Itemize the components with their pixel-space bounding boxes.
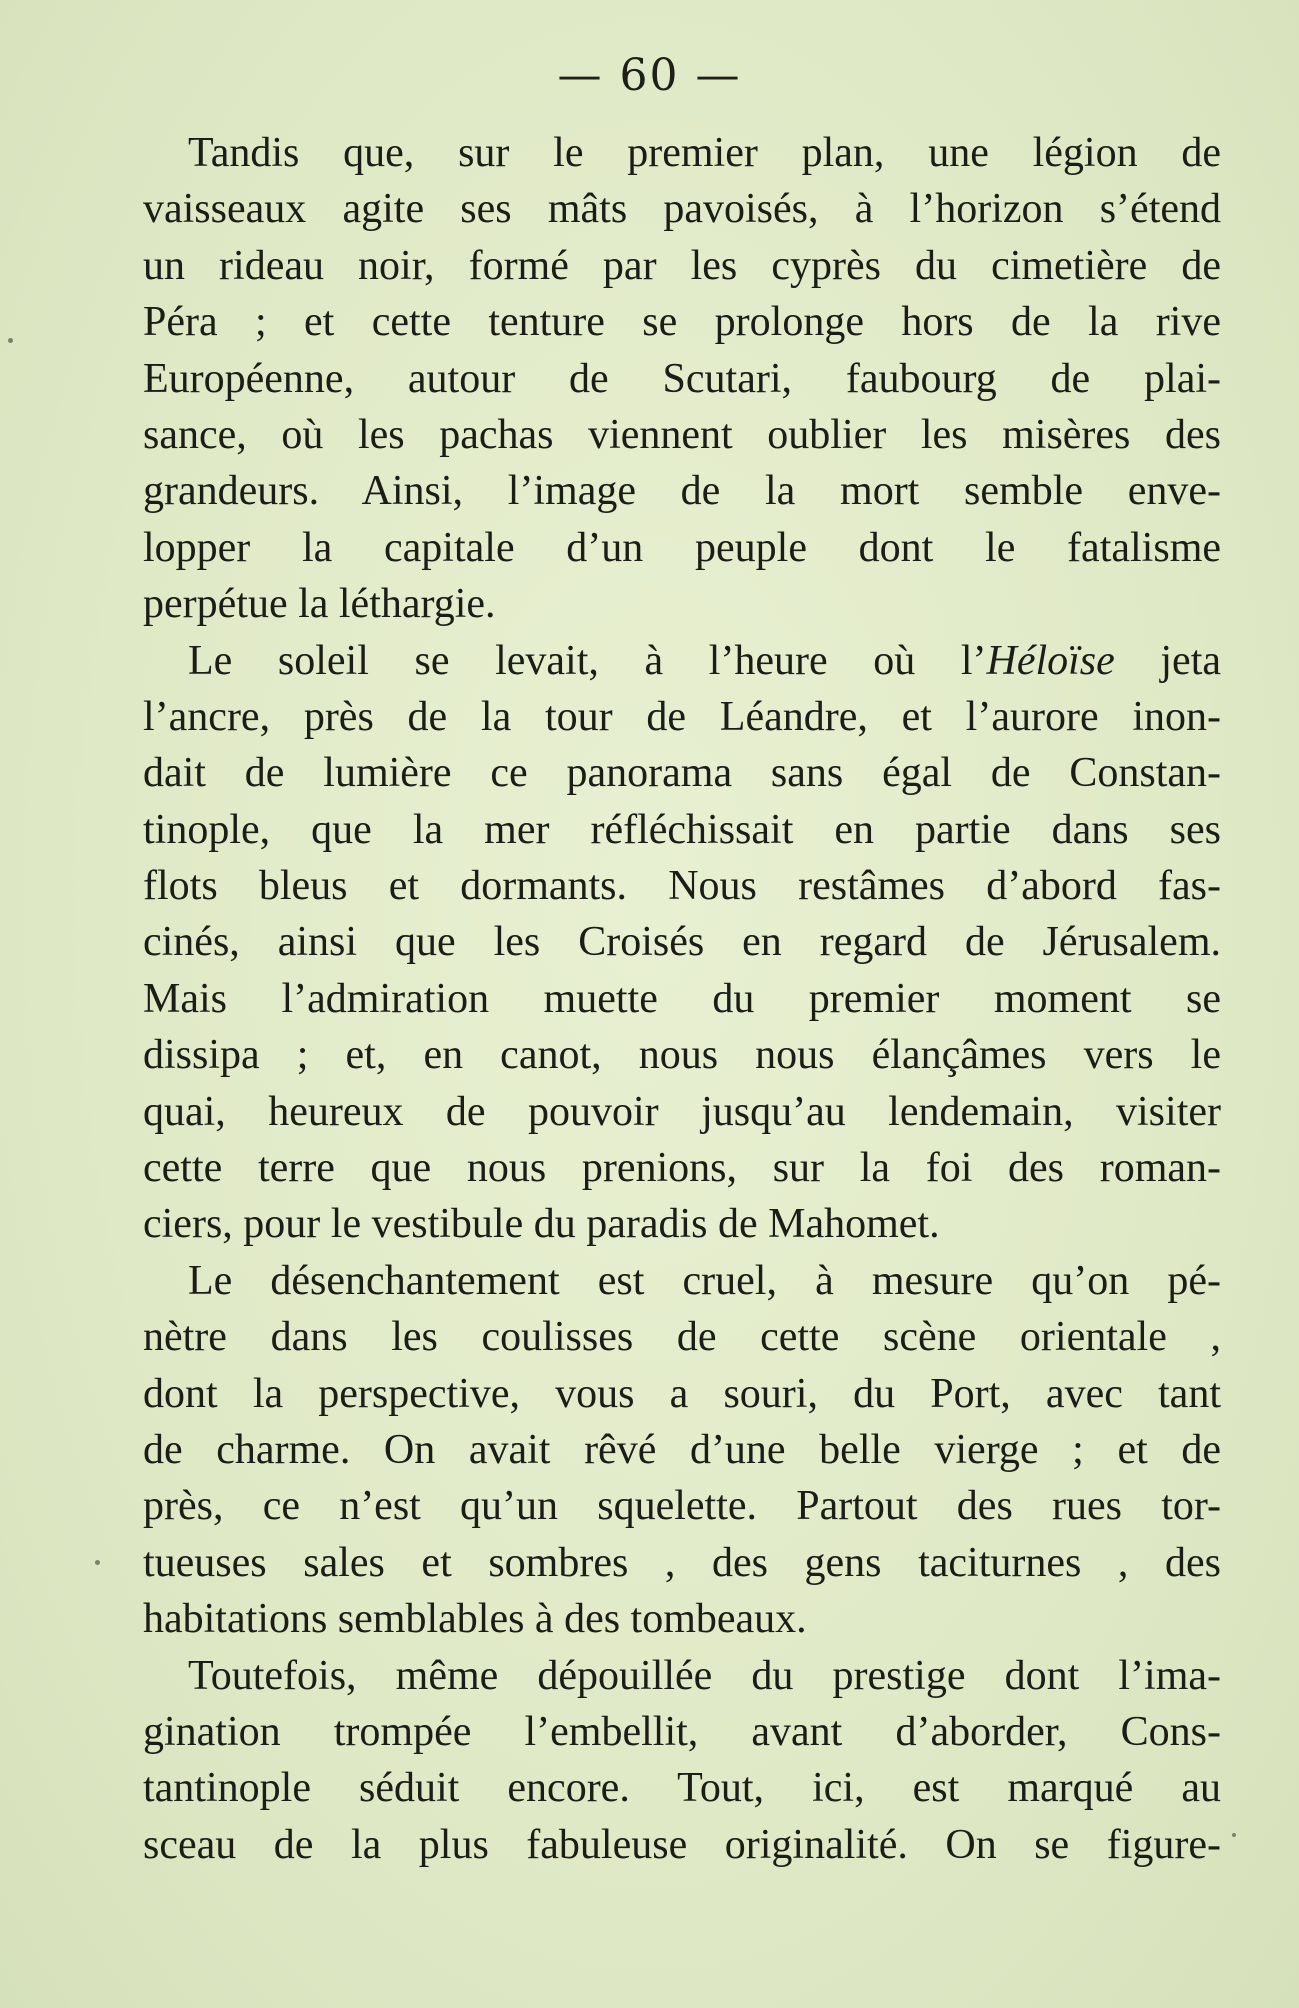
text-line: tueuses sales et sombres , des gens taciturnes , des [143,1539,1221,1586]
text-line: près, ce n’est qu’un squelette. Partout des rues tor- [143,1483,1221,1530]
text-line: sceau de la plus fabuleuse originalité. On se figure- [143,1821,1221,1868]
text-line: de charme. On avait rêvé d’une belle vierge ; et de [143,1426,1221,1473]
text-line [143,633,1221,689]
text-line: cinés, ainsi que les Croisés en regard de Jérusalem. [143,919,1221,966]
text-line: dait de lumière ce panorama sans égal de Constan- [143,750,1221,797]
ship-name: Héloïse [986,637,1115,684]
text-line: cette terre que nous prenions, sur la foi des roman- [143,1145,1221,1192]
text-line: Tandis que, sur le premier plan, une légion de [188,130,1221,176]
text-line: lopper la capitale d’un peuple dont le fatalisme [143,524,1221,571]
text-line: dissipa ; et, en canot, nous nous élançâmes vers le [143,1032,1221,1079]
text-line: vaisseaux agite ses mâts pavoisés, à l’horizon s’étend [143,186,1221,233]
text-line: grandeurs. Ainsi, l’image de la mort semble enve- [143,468,1221,515]
text-line: dont la perspective, vous a souri, du Port, avec tant [143,1370,1221,1417]
text-line: Européenne, autour de Scutari, faubourg de plai- [143,355,1221,402]
text-line: gination trompée l’embellit, avant d’aborder, Cons- [143,1708,1221,1755]
text-fragment: jeta [1114,637,1221,684]
page-number: — 60 — [557,50,742,101]
paper-speck [1232,1833,1236,1837]
text-line: habitations semblables à des tombeaux. [143,1596,807,1643]
paper-speck [95,1560,100,1565]
text-line: perpétue la léthargie. [143,581,496,628]
text-line: Toutefois, même dépouillée du prestige dont l’ima- [188,1652,1221,1699]
text-line: flots bleus et dormants. Nous restâmes d’abord fas- [143,863,1221,910]
text-fragment: Le soleil se levait, à l’heure où l’ [188,637,987,684]
text-line: nètre dans les coulisses de cette scène orientale , [143,1314,1221,1361]
body-text [143,125,1221,1873]
text-line: Péra ; et cette tenture se prolonge hors de la rive [143,299,1221,346]
text-line: Le désenchantement est cruel, à mesure qu’on pé- [188,1257,1221,1304]
text-line: Mais l’admiration muette du premier moment se [143,975,1221,1022]
text-line: tinople, que la mer réfléchissait en partie dans ses [143,806,1221,853]
text-line: quai, heureux de pouvoir jusqu’au lendemain, visiter [143,1088,1221,1135]
text-line: ciers, pour le vestibule du paradis de Mahomet. [143,1201,940,1248]
text-line: tantinople séduit encore. Tout, ici, est marqué au [143,1765,1221,1812]
paper-speck [8,338,13,343]
text-line: sance, où les pachas viennent oublier les misères des [143,411,1221,458]
text-line: un rideau noir, formé par les cyprès du cimetière de [143,242,1221,289]
text-line: l’ancre, près de la tour de Léandre, et l’aurore inon- [143,693,1221,740]
